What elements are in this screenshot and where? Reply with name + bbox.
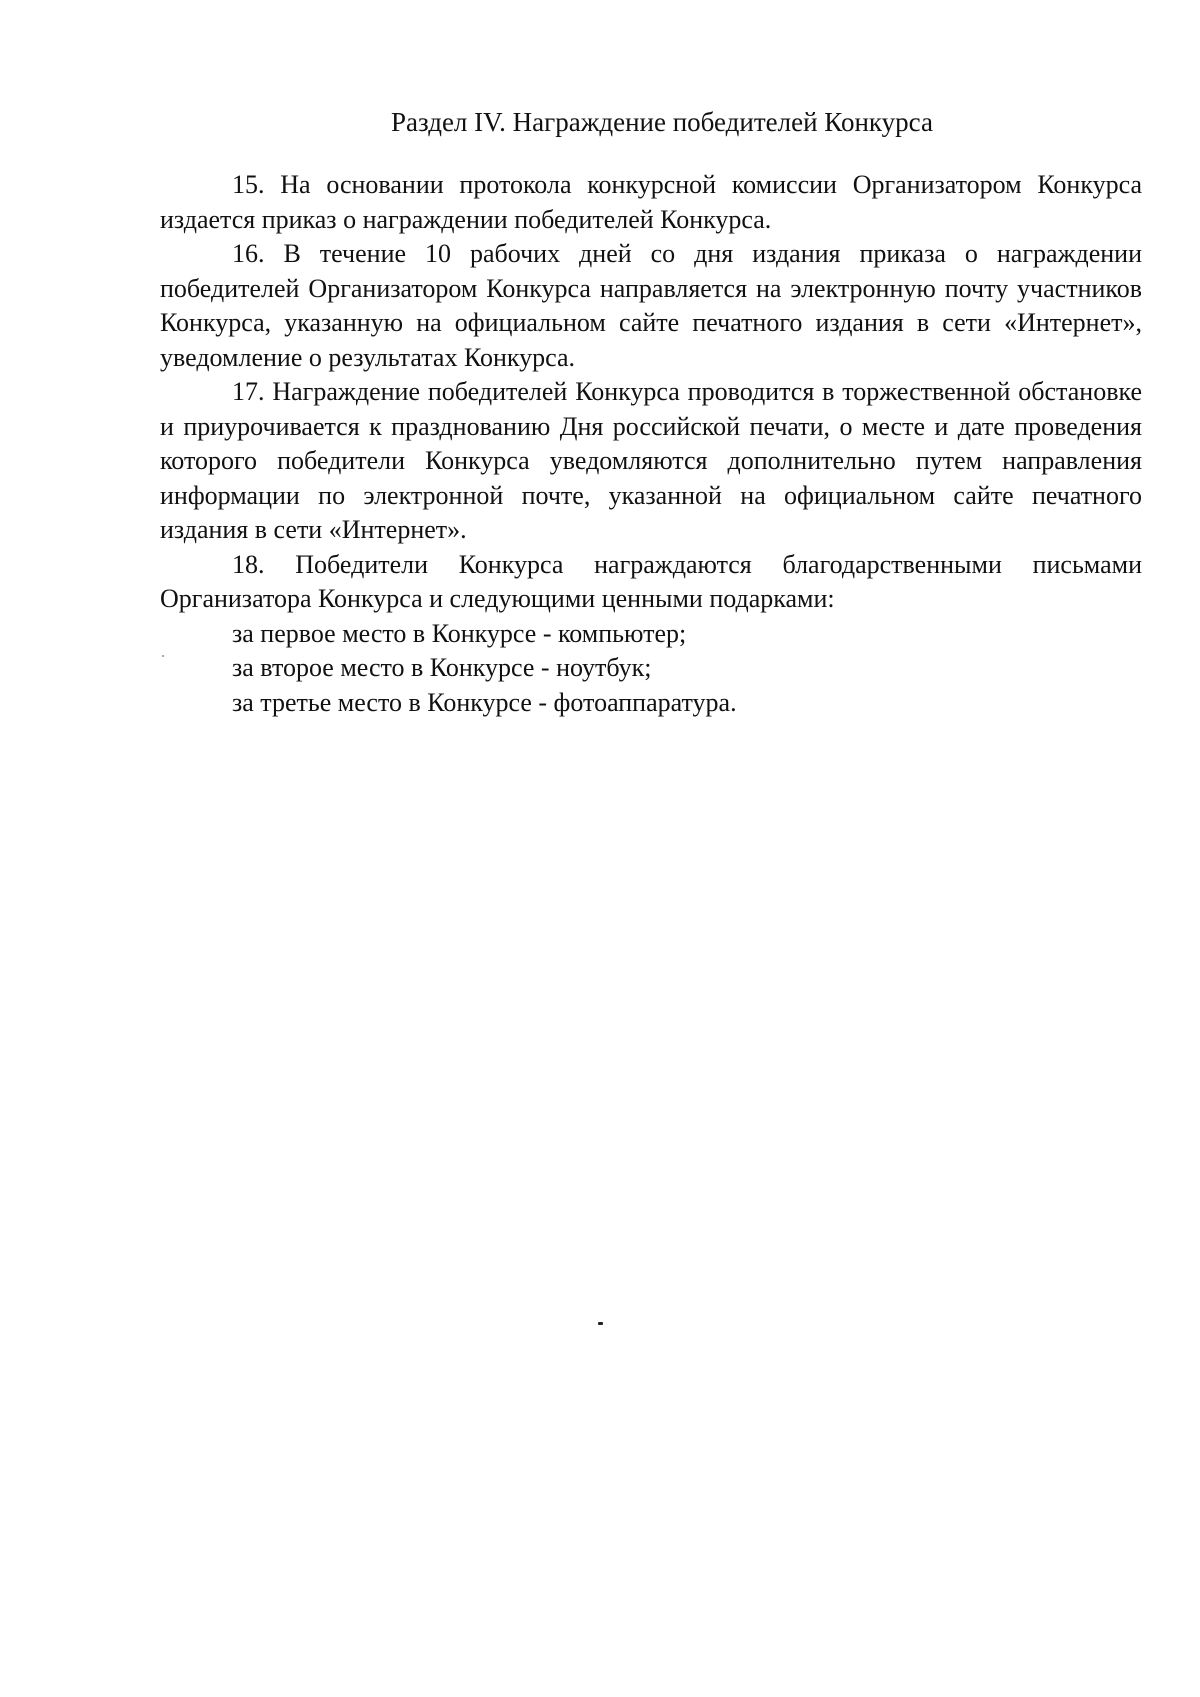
prize-third-place: за третье место в Конкурсе - фотоаппаратура. <box>232 687 737 717</box>
prize-second-place: за второе место в Конкурсе - ноутбук; <box>232 653 652 682</box>
document-body <box>160 168 1142 720</box>
scan-speck <box>162 655 164 657</box>
paragraph-16: 16. В течение 10 рабочих дней со дня издания приказа о награждении победителей Организатором Конкурса направляется на электронную почту участников Конкурса, указанную на официальном сайте печатного издания в сети «Интернет», уведомление о результатах Конкурса. <box>160 239 1142 372</box>
paragraph-18: 18. Победители Конкурса награждаются благодарственными письмами Организатора Конкурса и следующими ценными подарками: <box>160 549 1142 613</box>
prize-first-place: за первое место в Конкурсе - компьютер; <box>232 618 687 648</box>
scan-speck <box>598 1322 603 1325</box>
paragraph-17: 17. Награждение победителей Конкурса проводится в торжественной обстановке и приурочивается к празднованию Дня российской печати, о месте и дате проведения которого победители Конкурса уведомляются дополнительно путем направления информации по электронной почте, указанной на официальном сайте печатного издания в сети «Интернет». <box>160 377 1142 544</box>
section-title: Раздел IV. Награждение победителей Конкурса <box>391 107 933 137</box>
paragraph-15: 15. На основании протокола конкурсной комиссии Организатором Конкурса издается приказ о награждении победителей Конкурса. <box>160 170 1142 234</box>
